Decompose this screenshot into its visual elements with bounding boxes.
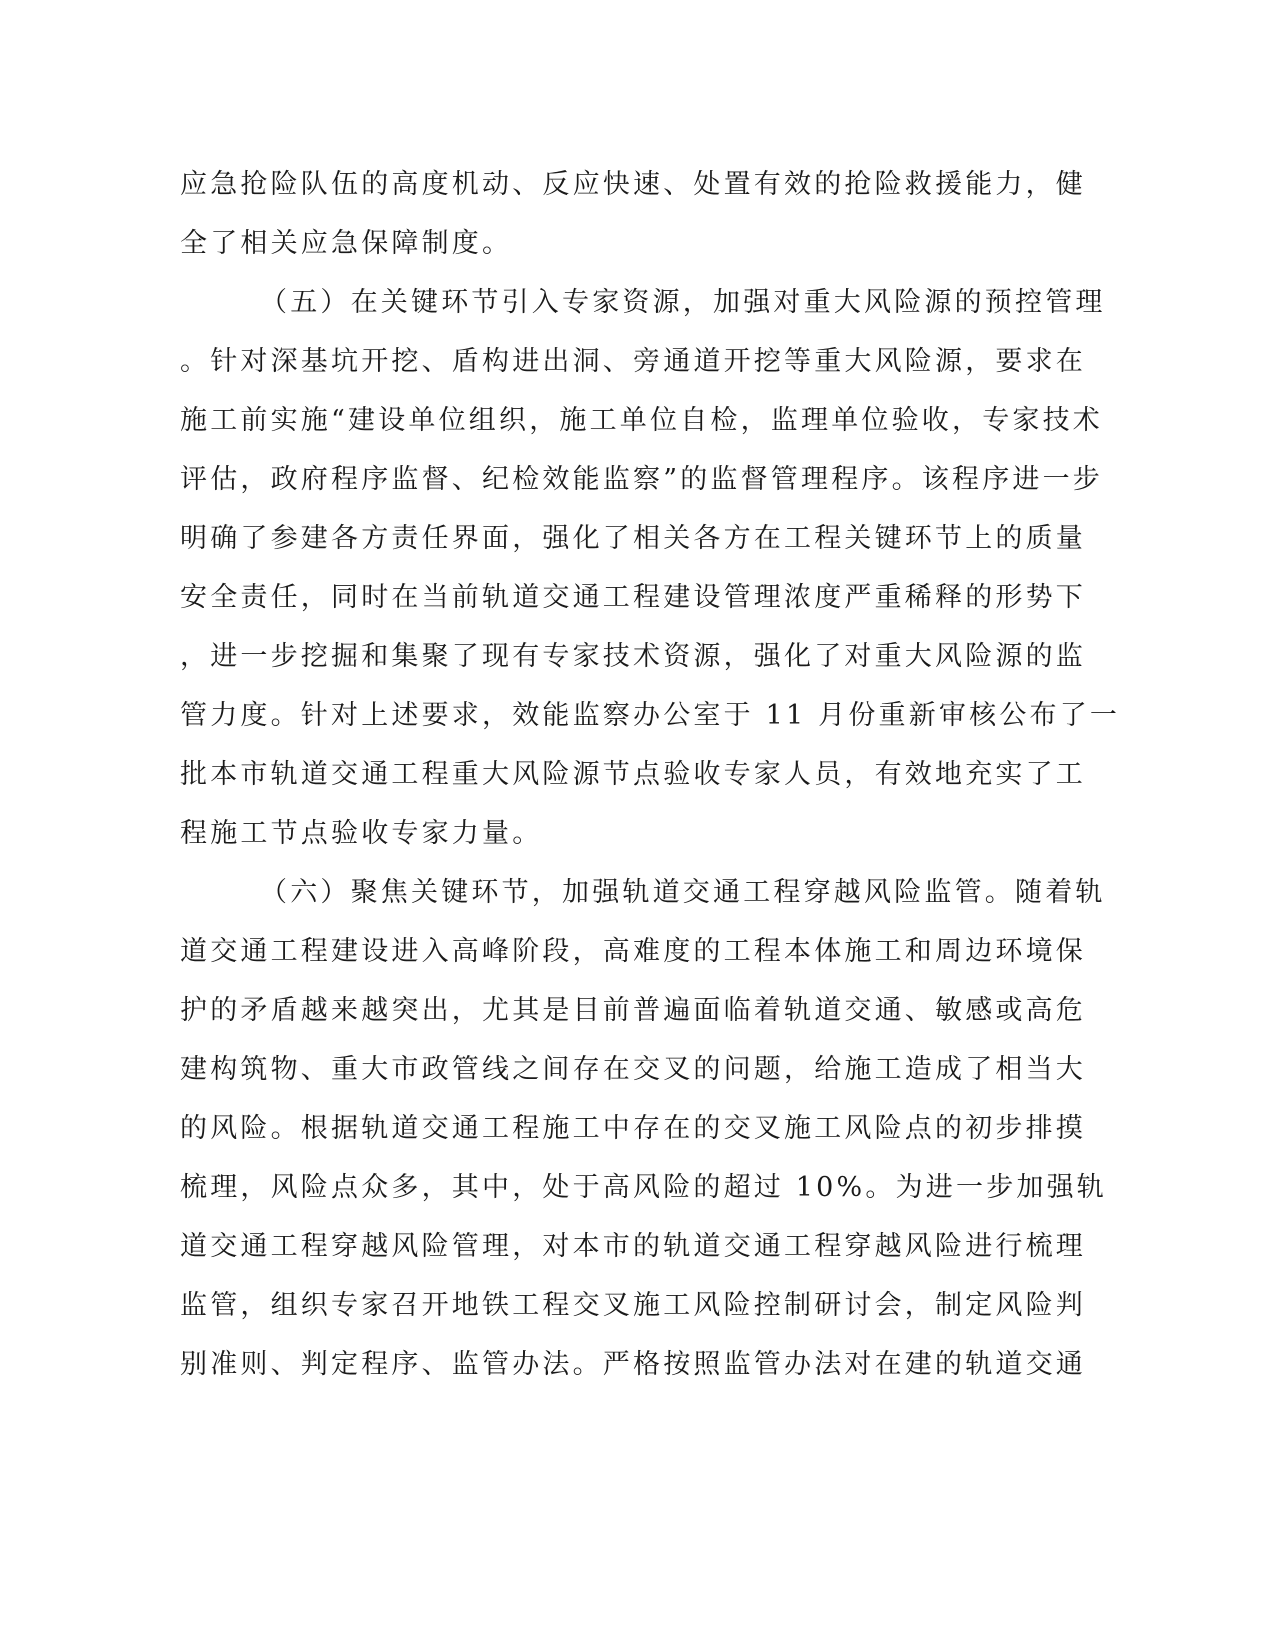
text-line: 护的矛盾越来越突出，尤其是目前普遍面临着轨道交通、敏感或高危	[180, 995, 1086, 1026]
text-line: 安全责任，同时在当前轨道交通工程建设管理浓度严重稀释的形势下	[180, 582, 1086, 613]
section-heading-line: （六）聚焦关键环节，加强轨道交通工程穿越风险监管。随着轨	[260, 877, 1106, 908]
document-body	[180, 155, 1121, 1394]
text-line: 监管，组织专家召开地铁工程交叉施工风险控制研讨会，制定风险判	[180, 1290, 1086, 1321]
text-line: 施工前实施“建设单位组织，施工单位自检，监理单位验收，专家技术	[180, 405, 1104, 436]
text-line: 管力度。针对上述要求，效能监察办公室于 11 月份重新审核公布了一	[180, 700, 1121, 731]
text-line: 道交通工程建设进入高峰阶段，高难度的工程本体施工和周边环境保	[180, 936, 1086, 967]
text-line: 明确了参建各方责任界面，强化了相关各方在工程关键环节上的质量	[180, 523, 1086, 554]
text-line: 道交通工程穿越风险管理，对本市的轨道交通工程穿越风险进行梳理	[180, 1231, 1086, 1262]
text-line: 全了相关应急保障制度。	[180, 228, 513, 259]
text-line: 。针对深基坑开挖、盾构进出洞、旁通道开挖等重大风险源，要求在	[180, 346, 1086, 377]
text-line: 批本市轨道交通工程重大风险源节点验收专家人员，有效地充实了工	[180, 759, 1086, 790]
text-line: ，进一步挖掘和集聚了现有专家技术资源，强化了对重大风险源的监	[180, 641, 1086, 672]
text-line: 建构筑物、重大市政管线之间存在交叉的问题，给施工造成了相当大	[180, 1054, 1086, 1085]
text-line: 应急抢险队伍的高度机动、反应快速、处置有效的抢险救援能力，健	[180, 169, 1086, 200]
text-line: 梳理，风险点众多，其中，处于高风险的超过 10%。为进一步加强轨	[180, 1172, 1107, 1203]
section-heading-line: （五）在关键环节引入专家资源，加强对重大风险源的预控管理	[260, 287, 1106, 318]
text-line: 评估，政府程序监督、纪检效能监察”的监督管理程序。该程序进一步	[180, 464, 1104, 495]
text-line: 别准则、判定程序、监管办法。严格按照监管办法对在建的轨道交通	[180, 1349, 1086, 1380]
text-line: 的风险。根据轨道交通工程施工中存在的交叉施工风险点的初步排摸	[180, 1113, 1086, 1144]
text-line: 程施工节点验收专家力量。	[180, 818, 543, 849]
